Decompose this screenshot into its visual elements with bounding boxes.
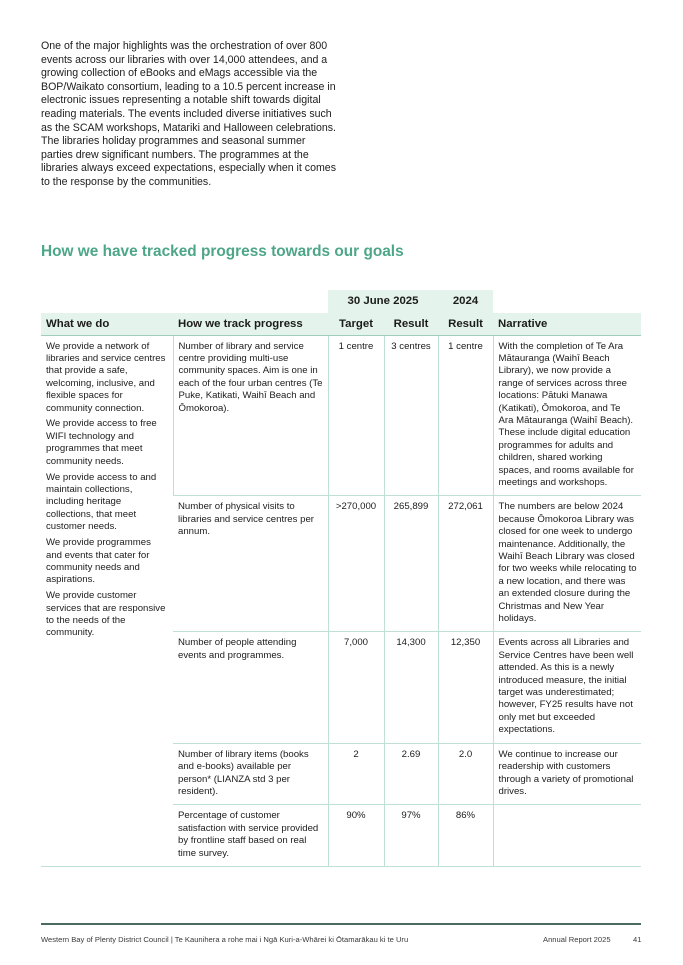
header-result-2024: Result: [438, 313, 493, 335]
result-2025-cell: 14,300: [384, 632, 438, 743]
result-2024-cell: 2.0: [438, 743, 493, 805]
what-we-do-item: We provide access to free WIFI technology and programmes that meet community needs.: [46, 418, 157, 467]
header-how-we-track: How we track progress: [173, 313, 328, 335]
group-header-spacer: [173, 290, 328, 313]
header-narrative: Narrative: [493, 313, 641, 335]
target-cell: 7,000: [328, 632, 384, 743]
result-2025-cell: 2.69: [384, 743, 438, 805]
narrative-cell: With the completion of Te Ara Mātauranga (Waihī Beach Library), we now provide a range of services across three locations: Pātuki Manawa (Katikati), Ōmokoroa, and Te Ara Mātauranga (Waihī Beach). These include digital education programmes for adults and children, shared working spaces, and rooms available for meetings and workshops.: [493, 335, 641, 496]
measure-cell: Number of physical visits to libraries and service centres per annum.: [173, 496, 328, 632]
what-we-do-cell: [41, 335, 173, 866]
result-2025-cell: 97%: [384, 805, 438, 867]
result-2024-cell: 272,061: [438, 496, 493, 632]
narrative-cell: [493, 805, 641, 867]
result-2025-cell: 265,899: [384, 496, 438, 632]
what-we-do-item: We provide customer services that are responsive to the needs of the community.: [46, 590, 166, 639]
what-we-do-item: We provide programmes and events that cater for community needs and aspirations.: [46, 537, 151, 586]
measure-cell: Number of library and service centre providing multi-use community spaces. Aim is one in each of the four urban centres (Te Puke, Katikati, Waihī Beach and Ōmokoroa).: [173, 335, 328, 496]
footer-divider: [41, 923, 641, 925]
table-group-header-row: [41, 290, 641, 313]
progress-table: [41, 290, 641, 867]
result-2024-cell: 1 centre: [438, 335, 493, 496]
result-2024-cell: 86%: [438, 805, 493, 867]
group-header-spacer: [41, 290, 173, 313]
target-cell: 90%: [328, 805, 384, 867]
target-cell: 1 centre: [328, 335, 384, 496]
measure-cell: Number of library items (books and e-books) available per person* (LIANZA std 3 per resident).: [173, 743, 328, 805]
narrative-cell: Events across all Libraries and Service Centres have been well attended. As this is a newly introduced measure, the initial target was underestimated; however, FY25 results have not only met but exceeded expectations.: [493, 632, 641, 743]
header-result-2025: Result: [384, 313, 438, 335]
page-number: 41: [633, 935, 642, 944]
table-header-row: [41, 313, 641, 335]
narrative-cell: We continue to increase our readership with customers through a variety of promotional drives.: [493, 743, 641, 805]
header-what-we-do: What we do: [41, 313, 173, 335]
measure-cell: Number of people attending events and programmes.: [173, 632, 328, 743]
narrative-cell: The numbers are below 2024 because Ōmokoroa Library was closed for one week to undergo maintenance. Additionally, the Waihī Beach Library was closed for two weeks while relocating to a new location, and there was an extended closure during the Christmas and New Year holidays.: [493, 496, 641, 632]
footer-council-name: Western Bay of Plenty District Council | Te Kaunihera a rohe mai i Ngā Kuri-a-Whārei ki Ōtamarākau ki te Uru: [41, 935, 409, 944]
group-header-2024: 2024: [438, 290, 493, 313]
result-2024-cell: 12,350: [438, 632, 493, 743]
section-heading: How we have tracked progress towards our goals: [41, 243, 404, 260]
target-cell: 2: [328, 743, 384, 805]
what-we-do-item: We provide a network of libraries and service centres that provide a safe, welcoming, inclusive, and flexible spaces for community connection.: [46, 340, 166, 414]
table-row: [41, 335, 641, 496]
intro-paragraph: One of the major highlights was the orchestration of over 800 events across our libraries with over 14,000 attendees, and a growing collection of eBooks and eMags accessible via the BOP/Waikato consortium, leading to a 10.5 percent increase in electronic issues representing a notable shift towards digital reading materials. The events included diverse initiatives such as the SCAM workshops, Matariki and Halloween celebrations. The libraries holiday programmes and seasonal summer parties drew significant numbers. The programmes at the libraries always exceed expectations, especially when it comes to the response by the communities.: [41, 40, 337, 188]
footer-report-title: Annual Report 2025: [543, 935, 611, 944]
group-header-2025: 30 June 2025: [328, 290, 438, 313]
target-cell: >270,000: [328, 496, 384, 632]
group-header-spacer: [493, 290, 641, 313]
header-target: Target: [328, 313, 384, 335]
result-2025-cell: 3 centres: [384, 335, 438, 496]
what-we-do-item: We provide access to and maintain collections, including heritage collections, that meet customer needs.: [46, 471, 157, 533]
measure-cell: Percentage of customer satisfaction with service provided by frontline staff based on real time survey.: [173, 805, 328, 867]
